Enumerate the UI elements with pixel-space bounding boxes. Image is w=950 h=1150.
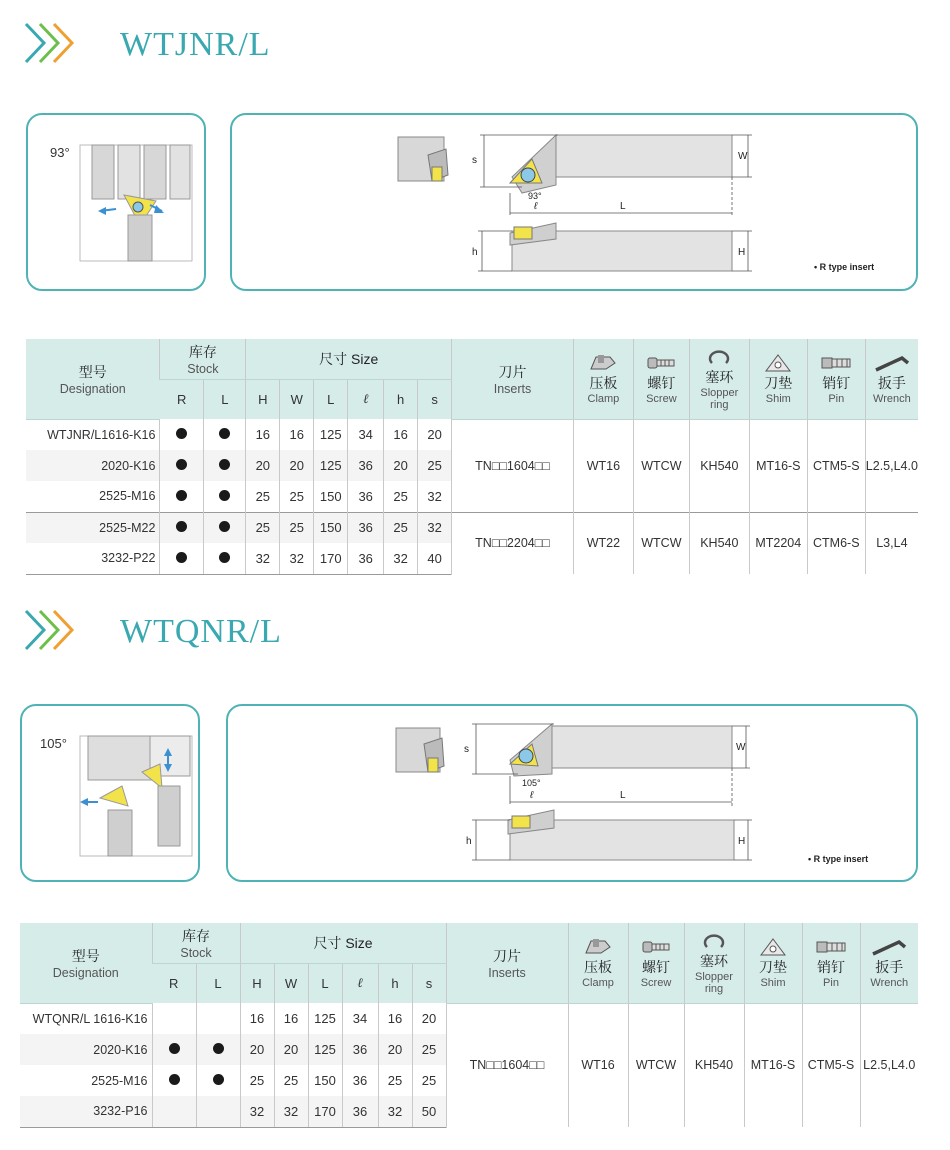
stock-R bbox=[152, 1003, 196, 1034]
stock-R bbox=[160, 512, 204, 543]
group-wrench: L2.5,L4.0 bbox=[860, 1003, 918, 1127]
group-inserts: TN□□1604□□ bbox=[446, 1003, 568, 1127]
stock-L bbox=[204, 481, 246, 512]
screw-icon bbox=[645, 353, 677, 373]
header-screw: 螺钉 Screw bbox=[628, 923, 684, 1003]
header-stock-L: L bbox=[196, 963, 240, 1003]
header-screw: 螺钉 Screw bbox=[633, 339, 689, 419]
spec-table bbox=[20, 923, 918, 1128]
group-screw: WTCW bbox=[633, 512, 689, 574]
header-clamp: 压板 Clamp bbox=[573, 339, 633, 419]
group-inserts: TN□□2204□□ bbox=[452, 512, 574, 574]
group-pin: CTM5-S bbox=[802, 1003, 860, 1127]
group-pin: CTM6-S bbox=[807, 512, 865, 574]
header-stock-R: R bbox=[152, 963, 196, 1003]
header-stock-L: L bbox=[204, 379, 246, 419]
retaining-ring-icon bbox=[699, 931, 729, 951]
dim-h: h bbox=[472, 247, 478, 258]
header-W: W bbox=[280, 379, 314, 419]
group-screw: WTCW bbox=[628, 1003, 684, 1127]
group-wrench: L3,L4 bbox=[865, 512, 918, 574]
table-row: 2525-M16 25 25 150 36 25 25 bbox=[20, 1065, 918, 1096]
dim-W: W bbox=[738, 151, 748, 162]
stock-R bbox=[152, 1096, 196, 1127]
stock-L bbox=[196, 1003, 240, 1034]
group-wrench: L2.5,L4.0 bbox=[865, 419, 918, 512]
stock-L bbox=[204, 419, 246, 450]
spec-table bbox=[26, 339, 918, 575]
header-wrench: 扳手 Wrench bbox=[865, 339, 918, 419]
wrench-icon bbox=[872, 353, 912, 373]
header-shim: 刀垫 Shim bbox=[744, 923, 802, 1003]
group-ring: KH540 bbox=[689, 512, 749, 574]
approach-angle-diagram bbox=[28, 115, 204, 289]
dim-angle: 105° bbox=[522, 778, 541, 788]
stock-L bbox=[196, 1096, 240, 1127]
stock-R bbox=[160, 450, 204, 481]
table-row: WTJNR/L1616-K16 16 16 125 34 16 20 TN□□1604□□ WT16 WTCW KH540 MT16-S CTM5-S L2.5,L4.0 bbox=[26, 419, 918, 450]
dim-ell: ℓ bbox=[534, 201, 538, 212]
table-row: 3232-P22 32 32 170 36 32 40 bbox=[26, 543, 918, 574]
dim-W: W bbox=[736, 742, 746, 753]
header-stock: 库存 Stock bbox=[152, 923, 240, 963]
table-row: 3232-P16 32 32 170 36 32 50 bbox=[20, 1096, 918, 1127]
header-shim: 刀垫 Shim bbox=[749, 339, 807, 419]
group-screw: WTCW bbox=[633, 419, 689, 512]
group-clamp: WT16 bbox=[573, 419, 633, 512]
insert-type-note: • R type insert bbox=[808, 854, 869, 864]
header-L: L bbox=[314, 379, 348, 419]
group-ring: KH540 bbox=[689, 419, 749, 512]
in-stock-dot bbox=[176, 428, 187, 439]
header-H: H bbox=[240, 963, 274, 1003]
chevron-arrows-icon bbox=[22, 605, 92, 655]
stock-R bbox=[160, 481, 204, 512]
header-h: h bbox=[378, 963, 412, 1003]
pin-icon bbox=[819, 353, 853, 373]
stock-L bbox=[204, 450, 246, 481]
group-inserts: TN□□1604□□ bbox=[452, 419, 574, 512]
header-stock: 库存 Stock bbox=[160, 339, 246, 379]
chevron-arrows-icon bbox=[22, 18, 92, 68]
in-stock-dot bbox=[169, 1043, 180, 1054]
stock-L bbox=[196, 1065, 240, 1096]
header-L: L bbox=[308, 963, 342, 1003]
dim-angle: 93° bbox=[528, 191, 542, 201]
dim-s: s bbox=[472, 155, 477, 166]
pin-icon bbox=[814, 937, 848, 957]
shim-icon bbox=[763, 353, 793, 373]
table-row: 2020-K16 20 20 125 36 20 25 bbox=[20, 1034, 918, 1065]
stock-R bbox=[152, 1034, 196, 1065]
header-ring: 塞环 Slopper ring bbox=[684, 923, 744, 1003]
in-stock-dot bbox=[219, 459, 230, 470]
in-stock-dot bbox=[219, 521, 230, 532]
group-clamp: WT22 bbox=[573, 512, 633, 574]
in-stock-dot bbox=[176, 521, 187, 532]
stock-L bbox=[196, 1034, 240, 1065]
dim-H: H bbox=[738, 247, 746, 258]
table-row: 2020-K16 20 20 125 36 20 25 bbox=[26, 450, 918, 481]
header-s: s bbox=[412, 963, 446, 1003]
stock-L bbox=[204, 512, 246, 543]
dimension-drawing-panel bbox=[230, 113, 918, 291]
in-stock-dot bbox=[176, 459, 187, 470]
dim-L: L bbox=[620, 201, 626, 212]
toolholder-dimension-drawing bbox=[228, 706, 916, 880]
header-ring: 塞环 Slopper ring bbox=[689, 339, 749, 419]
group-clamp: WT16 bbox=[568, 1003, 628, 1127]
dim-h: h bbox=[466, 836, 472, 847]
group-shim: MT16-S bbox=[749, 419, 807, 512]
section-title: WTJNR/L bbox=[120, 26, 271, 63]
header-stock-R: R bbox=[160, 379, 204, 419]
header-size: 尺寸 Size bbox=[246, 339, 452, 379]
in-stock-dot bbox=[176, 552, 187, 563]
header-designation: 型号 Designation bbox=[20, 923, 152, 1003]
angle-label: 93° bbox=[50, 145, 70, 160]
clamp-icon bbox=[588, 353, 618, 373]
in-stock-dot bbox=[213, 1074, 224, 1085]
in-stock-dot bbox=[219, 428, 230, 439]
dim-H: H bbox=[738, 836, 746, 847]
header-H: H bbox=[246, 379, 280, 419]
retaining-ring-icon bbox=[704, 347, 734, 367]
clamp-icon bbox=[583, 937, 613, 957]
header-s: s bbox=[418, 379, 452, 419]
header-designation: 型号 Designation bbox=[26, 339, 160, 419]
toolholder-dimension-drawing bbox=[232, 115, 916, 289]
in-stock-dot bbox=[219, 490, 230, 501]
stock-R bbox=[160, 543, 204, 574]
header-size: 尺寸 Size bbox=[240, 923, 446, 963]
in-stock-dot bbox=[213, 1043, 224, 1054]
insert-type-note: • R type insert bbox=[814, 262, 875, 272]
shim-icon bbox=[758, 937, 788, 957]
in-stock-dot bbox=[176, 490, 187, 501]
group-pin: CTM5-S bbox=[807, 419, 865, 512]
group-ring: KH540 bbox=[684, 1003, 744, 1127]
header-inserts: 刀片 Inserts bbox=[452, 339, 574, 419]
header-pin: 销钉 Pin bbox=[807, 339, 865, 419]
approach-angle-panel bbox=[26, 113, 206, 291]
stock-R bbox=[160, 419, 204, 450]
approach-angle-panel bbox=[20, 704, 200, 882]
in-stock-dot bbox=[169, 1074, 180, 1085]
table-row: 2525-M22 25 25 150 36 25 32 TN□□2204□□ WT22 WTCW KH540 MT2204 CTM6-S L3,L4 bbox=[26, 512, 918, 543]
dim-L: L bbox=[620, 790, 626, 801]
header-ell: ℓ bbox=[348, 379, 384, 419]
dim-s: s bbox=[464, 744, 469, 755]
in-stock-dot bbox=[219, 552, 230, 563]
header-ell: ℓ bbox=[342, 963, 378, 1003]
dimension-drawing-panel bbox=[226, 704, 918, 882]
stock-R bbox=[152, 1065, 196, 1096]
angle-label: 105° bbox=[40, 736, 67, 751]
header-h: h bbox=[384, 379, 418, 419]
approach-angle-diagram bbox=[22, 706, 198, 880]
screw-icon bbox=[640, 937, 672, 957]
group-shim: MT16-S bbox=[744, 1003, 802, 1127]
stock-L bbox=[204, 543, 246, 574]
header-W: W bbox=[274, 963, 308, 1003]
section-title: WTQNR/L bbox=[120, 613, 282, 650]
group-shim: MT2204 bbox=[749, 512, 807, 574]
wrench-icon bbox=[869, 937, 909, 957]
header-inserts: 刀片 Inserts bbox=[446, 923, 568, 1003]
table-row: 2525-M16 25 25 150 36 25 32 bbox=[26, 481, 918, 512]
header-clamp: 压板 Clamp bbox=[568, 923, 628, 1003]
header-wrench: 扳手 Wrench bbox=[860, 923, 918, 1003]
dim-ell: ℓ bbox=[530, 790, 534, 801]
table-row: WTQNR/L 1616-K16 16 16 125 34 16 20 TN□□1604□□ WT16 WTCW KH540 MT16-S CTM5-S L2.5,L4.0 bbox=[20, 1003, 918, 1034]
header-pin: 销钉 Pin bbox=[802, 923, 860, 1003]
